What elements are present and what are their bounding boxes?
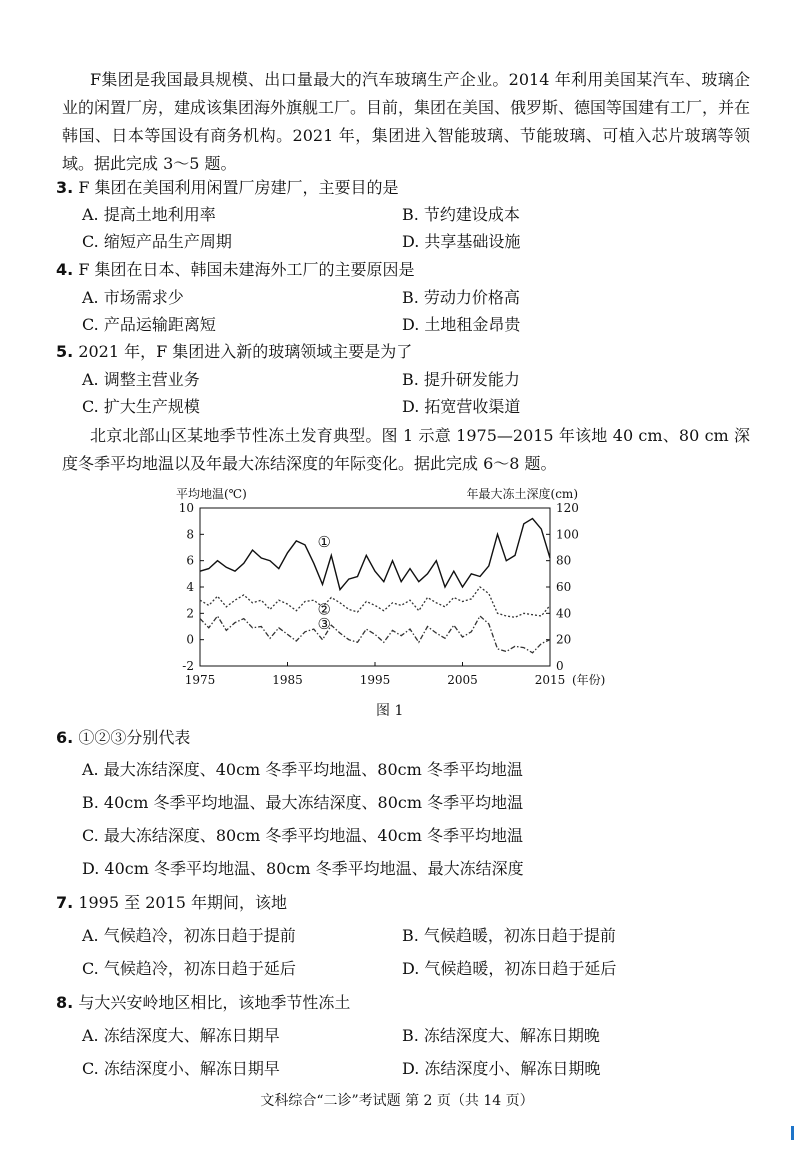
question-number: 7. [56,893,74,912]
q3-option-a: A. 提高土地利用率 [82,205,216,224]
soil-temperature-chart [160,478,620,693]
left-axis-tick-label: 4 [186,580,194,594]
q3-option-d: D. 共享基础设施 [402,232,521,251]
left-axis-title: 平均地温(℃) [176,487,247,501]
q6-option-a: A. 最大冻结深度、40cm 冬季平均地温、80cm 冬季平均地温 [82,760,523,779]
q8-option-c: C. 冻结深度小、解冻日期早 [82,1059,280,1078]
plot-frame [200,508,550,666]
left-axis-tick-label: -2 [182,659,194,673]
question-8 [56,991,350,1015]
x-axis-tick-label: 2015 [534,673,566,687]
series-line-1 [200,519,550,590]
q7-option-a: A. 气候趋冷，初冻日趋于提前 [82,926,296,945]
q5-option-d: D. 拓宽营收渠道 [402,397,521,416]
right-axis-tick-label: 80 [556,553,572,568]
q7-option-d: D. 气候趋暖，初冻日趋于延后 [402,959,617,978]
q4-option-a: A. 市场需求少 [82,288,184,307]
left-axis-tick-label: 8 [186,527,194,542]
question-number: 8. [56,993,74,1012]
question-number: 4. [56,260,74,279]
q6-option-c: C. 最大冻结深度、80cm 冬季平均地温、40cm 冬季平均地温 [82,826,524,845]
right-axis-tick-label: 120 [556,501,579,515]
q4-option-d: D. 土地租金昂贵 [402,315,521,334]
q4-option-b: B. 劳动力价格高 [402,288,520,307]
question-7 [56,891,287,915]
q4-option-c: C. 产品运输距离短 [82,315,216,334]
question-4 [56,258,415,282]
left-axis-tick-label: 6 [186,553,194,568]
q3-option-c: C. 缩短产品生产周期 [82,232,232,251]
passage-frozen-soil: 北京北部山区某地季节性冻土发育典型。图 1 示意 1975—2015 年该地 40 cm、80 cm 深度冬季平均地温以及年最大冻结深度的年际变化。据此完成 6～8 题。 [62,426,750,473]
series-label-1: ① [317,532,331,551]
q7-option-c: C. 气候趋冷，初冻日趋于延后 [82,959,296,978]
q6-option-b: B. 40cm 冬季平均地温、最大冻结深度、80cm 冬季平均地温 [82,793,524,812]
question-stem: 与大兴安岭地区相比，该地季节性冻土 [78,993,351,1012]
left-axis-tick-label: 10 [178,501,194,515]
q8-option-b: B. 冻结深度大、解冻日期晚 [402,1026,600,1045]
q5-option-a: A. 调整主营业务 [82,370,200,389]
x-axis-unit-label: (年份) [572,673,606,687]
left-axis-tick-label: 2 [186,606,194,621]
right-axis-tick-label: 20 [556,632,572,647]
question-number: 3. [56,178,74,197]
q8-option-a: A. 冻结深度大、解冻日期早 [82,1026,280,1045]
q5-option-b: B. 提升研发能力 [402,370,520,389]
q6-option-d: D. 40cm 冬季平均地温、80cm 冬季平均地温、最大冻结深度 [82,859,524,878]
right-axis-title: 年最大冻土深度(cm) [466,487,578,501]
question-number: 6. [56,728,74,747]
x-axis-tick-label: 1985 [272,673,303,687]
series-label-2: ② [317,600,331,619]
question-stem: F 集团在日本、韩国未建海外工厂的主要原因是 [78,260,415,279]
x-axis-tick-label: 2005 [447,673,478,687]
question-stem: 1995 至 2015 年期间，该地 [78,893,288,912]
figure-title: 图 1 [376,703,404,719]
x-axis-tick-label: 1975 [184,673,216,687]
right-axis-tick-label: 100 [556,527,579,542]
right-axis-tick-label: 40 [556,606,572,621]
right-axis-tick-label: 60 [556,580,572,594]
q5-option-c: C. 扩大生产规模 [82,397,200,416]
q8-option-d: D. 冻结深度小、解冻日期晚 [402,1059,601,1078]
question-stem: F 集团在美国利用闲置厂房建厂，主要目的是 [78,178,399,197]
question-number: 5. [56,342,74,361]
right-axis-tick-label: 0 [556,659,564,673]
question-stem: 2021 年，F 集团进入新的玻璃领域主要是为了 [78,342,413,361]
series-line-3 [200,616,550,653]
question-6 [56,726,190,750]
page-footer: 文科综合“二诊”考试题 第 2 页（共 14 页） [260,1093,534,1109]
series-line-2 [200,587,550,617]
q7-option-b: B. 气候趋暖，初冻日趋于提前 [402,926,616,945]
q3-option-b: B. 节约建设成本 [402,205,520,224]
x-axis-tick-label: 1995 [359,673,391,687]
question-5 [56,340,412,364]
left-axis-tick-label: 0 [186,632,194,647]
passage-f-group: F集团是我国最具规模、出口量最大的汽车玻璃生产企业。2014 年利用美国某汽车、玻璃企业的闲置厂房，建成该集团海外旗舰工厂。目前，集团在美国、俄罗斯、德国等国建有工厂，并在韩国、日本等国设有商务机构。2021 年，集团进入智能玻璃、节能玻璃、可植入芯片玻璃等领域。据此完成 3～5 题。 [62,70,751,173]
question-3 [56,176,399,200]
question-stem: ①②③分别代表 [78,728,191,747]
series-label-3: ③ [317,614,331,633]
